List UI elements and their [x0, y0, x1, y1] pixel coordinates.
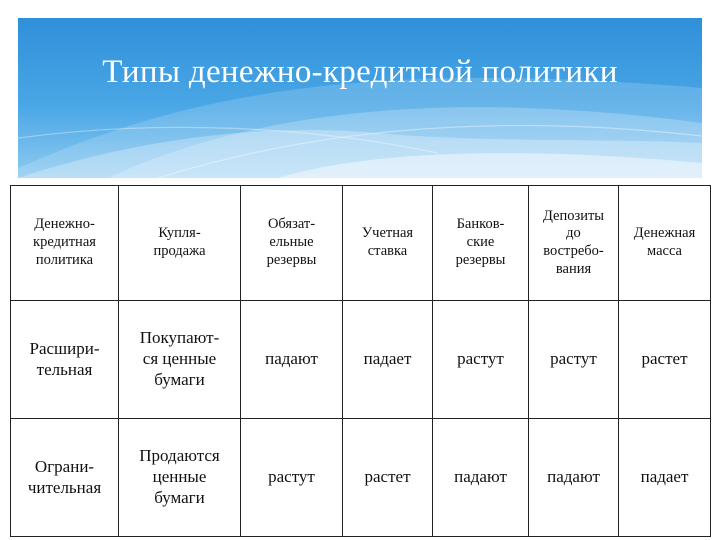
cell-line: растет	[364, 467, 411, 487]
header-cell	[343, 186, 433, 301]
cell-line: бумаги	[154, 487, 205, 507]
wave-decoration	[18, 18, 702, 178]
cell-line: политика	[35, 251, 94, 268]
table-cell	[241, 301, 343, 419]
cell-line: падают	[265, 349, 318, 369]
header-cell	[241, 186, 343, 301]
cell-line: падают	[547, 467, 600, 487]
cell-line: востребо-	[543, 243, 604, 259]
cell-line: вания	[555, 260, 592, 277]
cell-line: резервы	[266, 251, 317, 268]
cell-line: Денежно-	[34, 216, 95, 233]
table-cell	[529, 419, 619, 537]
table-row	[11, 419, 711, 537]
table-cell	[119, 419, 241, 537]
cell-line: Ограни-	[34, 456, 95, 476]
header-row	[11, 186, 711, 301]
cell-line: растут	[550, 349, 597, 369]
cell-line: чительная	[27, 477, 102, 497]
table-cell	[619, 419, 711, 537]
cell-line: ставка	[367, 243, 408, 259]
table-cell	[619, 301, 711, 419]
cell-line: резервы	[455, 251, 506, 268]
policy-table	[10, 185, 711, 537]
table-row	[11, 301, 711, 419]
cell-line: масса	[647, 243, 682, 259]
table-cell	[343, 301, 433, 419]
cell-line: Депозиты	[542, 207, 605, 224]
cell-line: Покупают-	[139, 328, 220, 348]
cell-line: падает	[640, 467, 689, 487]
cell-line: до	[566, 225, 581, 242]
cell-line: растут	[268, 467, 315, 487]
cell-line: падает	[363, 349, 412, 369]
cell-line: ценные	[152, 467, 207, 487]
title-banner	[18, 18, 702, 178]
header-cell	[433, 186, 529, 301]
table-cell	[119, 301, 241, 419]
header-cell	[119, 186, 241, 301]
table-cell	[433, 419, 529, 537]
cell-line: ся ценные	[142, 349, 217, 369]
cell-line: продажа	[153, 243, 206, 259]
cell-line: Обязат-	[267, 216, 316, 233]
cell-line: бумаги	[154, 369, 205, 389]
row-label-cell	[11, 419, 119, 537]
cell-line: ельные	[269, 234, 314, 251]
cell-line: Продаются	[139, 446, 220, 466]
table-cell	[241, 419, 343, 537]
cell-line: кредитная	[33, 234, 96, 251]
table-cell	[343, 419, 433, 537]
cell-line: ские	[466, 234, 495, 251]
cell-line: Банков-	[456, 216, 505, 233]
table-cell	[433, 301, 529, 419]
header-cell	[11, 186, 119, 301]
header-cell	[529, 186, 619, 301]
header-cell	[619, 186, 711, 301]
row-label-cell	[11, 301, 119, 419]
table-cell	[529, 301, 619, 419]
cell-line: Денежная	[633, 225, 696, 242]
cell-line: падают	[454, 467, 507, 487]
cell-line: Учетная	[361, 225, 414, 242]
cell-line: растет	[641, 349, 688, 369]
cell-line: растут	[457, 349, 504, 369]
cell-line: Расшири-	[29, 338, 100, 358]
cell-line: тельная	[36, 359, 93, 379]
slide-title: Типы денежно-кредитной политики	[102, 54, 618, 90]
cell-line: Купля-	[158, 225, 201, 242]
